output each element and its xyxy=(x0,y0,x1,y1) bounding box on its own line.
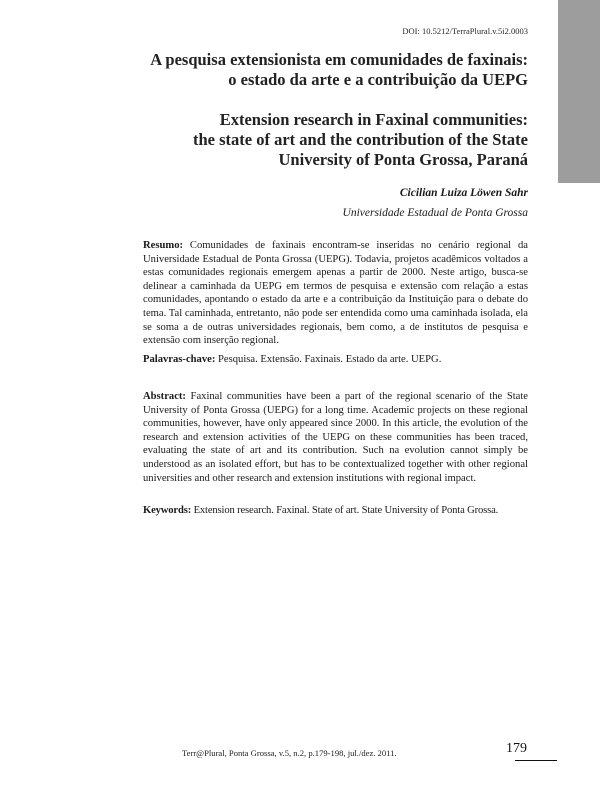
resumo-paragraph xyxy=(143,239,528,348)
title-english xyxy=(108,110,528,170)
title-pt-line-2: o estado da arte e a contribuição da UEPG xyxy=(228,70,528,89)
doi-line: DOI: 10.5212/TerraPlural.v.5i2.0003 xyxy=(402,26,528,36)
palavras-chave-label: Palavras-chave: xyxy=(143,354,216,365)
title-en-line-1: Extension research in Faxinal communities: xyxy=(219,110,528,129)
palavras-chave-paragraph xyxy=(143,353,528,367)
resumo-text: Comunidades de faxinais encontram-se inseridas no cenário regional da Universidade Estadual de Ponta Grossa (UEPG). Todavia, projetos acadêmicos voltados a estas comunidades regionais emergem apenas a partir de 2000. Neste artigo, busca-se delinear a caminhada da UEPG em termos de pesquisa e extensão com relação a estas comunidades, apontando o estado da arte e a contribuição da Instituição para o debate do tema. Tal caminhada, entretanto, não pode ser entendida como uma caminhada isolada, ela se soma a de outras universidades regionais, bem como, a de institutos de pesquisa e extensão com inserção regional. xyxy=(143,240,528,347)
keywords-paragraph xyxy=(143,504,528,518)
title-portuguese xyxy=(108,50,528,90)
palavras-chave-text: Pesquisa. Extensão. Faxinais. Estado da arte. UEPG. xyxy=(218,354,442,365)
article-titles xyxy=(108,50,528,170)
footer-rule xyxy=(515,760,557,761)
page-number: 179 xyxy=(506,741,527,756)
title-en-line-2: the state of art and the contribution of the State xyxy=(192,130,528,149)
footer-citation: Terr@Plural, Ponta Grossa, v.5, n.2, p.179-198, jul./dez. 2011. xyxy=(182,748,397,758)
resumo-label: Resumo: xyxy=(143,240,184,251)
side-gray-bar xyxy=(558,0,600,183)
author-name: Cicilian Luiza Löwen Sahr xyxy=(399,187,528,199)
abstract-text: Faxinal communities have been a part of the regional scenario of the State University of Ponta Grossa (UEPG) for a long time. Academic projects on these regional communities, however, have only appeared since 2000. In this article, the evolution of the research and extension activities of the UEPG on these communities has been traced, evaluating the state of art and its contribution. Such na evolution cannot simply be understood as an isolated effort, but has to be contextualized together with other regional universities and other research and extension institutions with regional impact. xyxy=(143,391,528,484)
author-affiliation: Universidade Estadual de Ponta Grossa xyxy=(342,207,528,219)
abstract-paragraph xyxy=(143,390,528,485)
abstract-label: Abstract: xyxy=(143,391,186,402)
keywords-label: Keywords: xyxy=(143,505,192,516)
keywords-text: Extension research. Faxinal. State of art. State University of Ponta Grossa. xyxy=(193,505,499,516)
title-pt-line-1: A pesquisa extensionista em comunidades de faxinais: xyxy=(150,50,528,69)
title-en-line-3: University of Ponta Grossa, Paraná xyxy=(278,150,528,169)
